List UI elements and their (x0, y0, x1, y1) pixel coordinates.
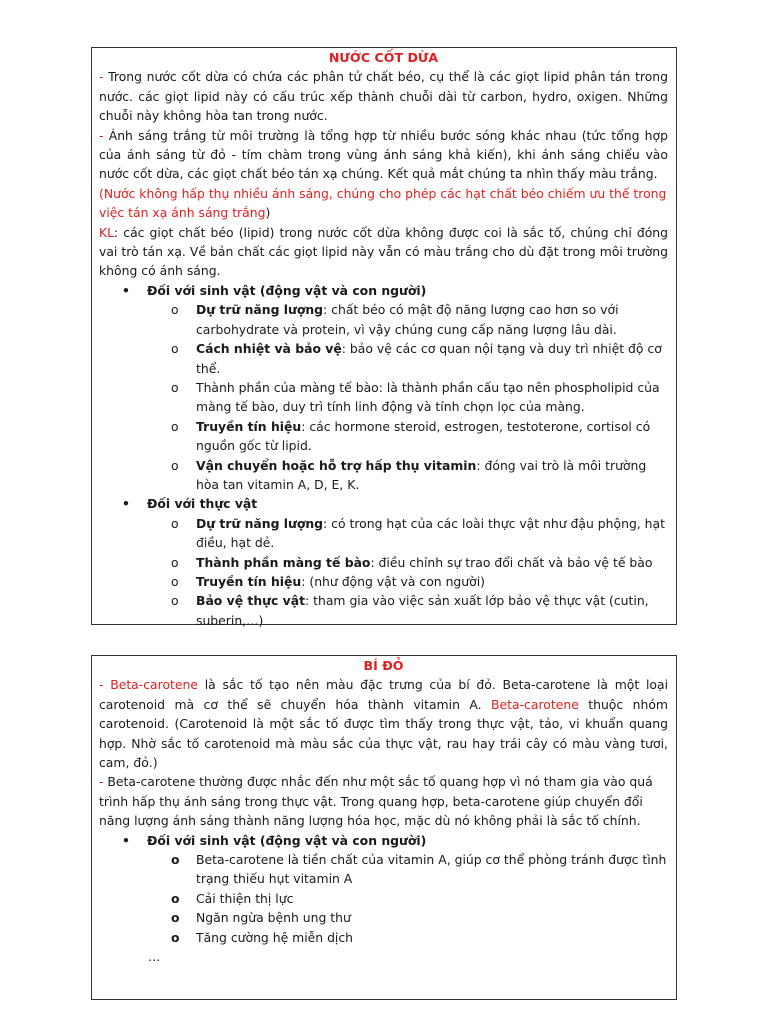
bullet-dot-icon: • (122, 282, 130, 298)
circle-bullet-icon: o (171, 910, 180, 926)
coconut-milk-title: NƯỚC CỐT DỪA (328, 50, 439, 65)
item-text: : có trong hạt của các loài thực vật như đậu phộng, hạt điều, hạt dẻ. (196, 515, 665, 551)
circle-bullet-icon: o (171, 302, 179, 318)
list-item (171, 908, 668, 927)
item-text: Cải thiện thị lực (196, 890, 294, 906)
circle-bullet-icon: o (171, 573, 179, 589)
circle-bullet-icon: o (171, 929, 180, 945)
conclusion-label: KL (99, 224, 115, 240)
item-text: : đóng vai trò là môi trường hòa tan vitamin A, D, E, K. (196, 457, 647, 492)
item-bold: Truyền tín hiệu (196, 573, 302, 589)
item-text: Tăng cường hệ miễn dịch (196, 929, 354, 945)
item-bold: Cách nhiệt và bảo vệ (196, 341, 342, 357)
circle-bullet-icon: o (171, 554, 179, 570)
circle-bullet-icon: o (171, 515, 179, 531)
paragraph-text: Ánh sáng trắng từ môi trường là tổng hợp từ nhiều bước sóng khác nhau (tức tổng hợp của ánh sáng từ đỏ - tím chàm trong vùng ánh sáng khả kiến), khi ánh sáng chiếu vào nước cốt dừa, các giọt chất béo tán xạ chúng. Kết quả mắt chúng ta nhìn thấy màu trắng. (99, 127, 668, 182)
pumpkin-paragraph-2 (99, 772, 668, 830)
dash-marker: - (99, 69, 104, 85)
circle-bullet-icon: o (171, 341, 179, 357)
dash-marker: - (99, 127, 104, 143)
item-text: Thành phần của màng tế bào: là thành phần cấu tạo nên phospholipid của màng tế bào, duy trì tính linh động và tính chọn lọc của màng. (196, 379, 660, 415)
item-bold: Dự trữ năng lượng (196, 302, 324, 318)
circle-bullet-icon: o (171, 457, 179, 473)
circle-bullet-icon: o (171, 852, 180, 868)
bullet-dot-icon: • (122, 496, 130, 512)
item-text: : bảo vệ các cơ quan nội tạng và duy trì nhiệt độ cơ thể. (196, 341, 662, 376)
item-text: : điều chỉnh sự trao đổi chất và bảo vệ tế bào (370, 554, 653, 570)
paragraph-text: là sắc tố tạo nên màu đặc trưng của bí đỏ. Beta-carotene là một loại carotenoid mà cơ thể sẽ chuyển hóa thành vitamin A. (99, 677, 669, 712)
coconut-paragraph-2 (99, 126, 668, 184)
group-heading: Đối với thực vật (147, 496, 258, 512)
item-bold: Truyền tín hiệu (196, 418, 302, 434)
pumpkin-paragraph-1 (99, 675, 668, 772)
list-item (171, 514, 668, 553)
list-item (171, 591, 668, 630)
pumpkin-box (91, 655, 677, 1000)
list-item (171, 339, 668, 378)
sub-list (147, 850, 668, 947)
item-text: Beta-carotene là tiền chất của vitamin A, giúp cơ thể phòng tránh được tình trạng thiếu hụt vitamin A (196, 852, 667, 887)
paragraph-text: thuộc nhóm carotenoid. (Carotenoid là một sắc tố được tìm thấy trong thực vật, tảo, vi khuẩn quang hợp. Nhờ sắc tố carotenoid mà màu sắc của thực vật, rau hay trái cây có màu vàng tươi, cam, đỏ.) (99, 696, 668, 771)
circle-bullet-icon: o (171, 593, 179, 609)
item-bold: Bảo vệ thực vật (196, 593, 306, 609)
item-text: Ngăn ngừa bệnh ung thư (196, 910, 351, 926)
pumpkin-title: BÍ ĐỎ (363, 658, 404, 673)
list-item (171, 417, 668, 456)
item-text: : các hormone steroid, estrogen, testoterone, cortisol có nguồn gốc từ lipid. (196, 418, 651, 454)
bullet-group-plants (119, 494, 668, 630)
list-item (171, 572, 668, 591)
coconut-bullet-list (99, 281, 668, 630)
paragraph-text: Trong nước cốt dừa có chứa các phân tử chất béo, cụ thể là các giọt lipid phân tán trong nước. các giọt lipid này có cấu trúc xếp thành chuỗi dài từ carbon, hydro, oxigen. Những chuỗi này không hòa tan trong nước. (99, 69, 668, 124)
list-item (171, 553, 668, 572)
ellipsis: … (148, 949, 161, 965)
circle-bullet-icon: o (171, 418, 179, 434)
close-paren: ) (265, 205, 271, 221)
paragraph-text: Beta-carotene thường được nhắc đến như một sắc tố quang hợp vì nó tham gia vào quá trình hấp thụ ánh sáng trong thực vật. Trong quang hợp, beta-carotene giúp chuyển đổi năng lượng ánh sáng thành năng lượng hóa học, mặc dù nó không phải là sắc tố chính. (99, 774, 653, 829)
list-item (171, 850, 668, 889)
item-text: : chất béo có mật độ năng lượng cao hơn so với carbohydrate và protein, vì vậy chúng cung cấp năng lượng lâu dài. (196, 302, 619, 337)
coconut-milk-box (91, 47, 677, 628)
item-bold: Dự trữ năng lượng (196, 515, 324, 531)
circle-bullet-icon: o (171, 379, 179, 395)
coconut-paragraph-1 (99, 67, 668, 125)
open-paren: ( (99, 185, 104, 201)
list-item (171, 889, 668, 908)
coconut-conclusion (99, 223, 668, 281)
group-heading: Đối với sinh vật (động vật và con người) (147, 832, 427, 848)
pumpkin-bullet-list (99, 831, 668, 947)
bullet-group-organisms (119, 281, 668, 494)
group-heading: Đối với sinh vật (động vật và con người) (147, 282, 427, 298)
list-item (171, 928, 668, 947)
highlighted-term: Beta-carotene (103, 677, 199, 693)
bullet-group-organisms (119, 831, 668, 947)
item-text: : (như động vật và con người) (301, 573, 485, 589)
list-item (171, 300, 668, 339)
item-bold: Thành phần màng tế bào (196, 554, 371, 570)
item-text: : tham gia vào việc sản xuất lớp bảo vệ thực vật (cutin, suberin,…) (196, 593, 649, 628)
list-item (171, 378, 668, 417)
list-item (171, 456, 668, 495)
sub-list (147, 514, 668, 630)
coconut-paragraph-3 (99, 184, 668, 223)
highlighted-text: Nước không hấp thụ nhiều ánh sáng, chúng cho phép các hạt chất béo chiếm ưu thế trong việc tán xạ ánh sáng trắng (99, 185, 667, 221)
circle-bullet-icon: o (171, 890, 180, 906)
sub-list (147, 300, 668, 494)
paragraph-text: : các giọt chất béo (lipid) trong nước cốt dừa không được coi là sắc tố, chúng chỉ đóng vai trò tán xạ. Về bản chất các giọt lipid này vẫn có màu trắng cho dù đặt trong môi trường không có ánh sáng. (99, 224, 668, 279)
item-bold: Vận chuyển hoặc hỗ trợ hấp thụ vitamin (196, 457, 477, 473)
dash-marker: - (99, 677, 104, 693)
dash-marker: - (99, 774, 104, 790)
highlighted-term: Beta-carotene (491, 696, 579, 712)
bullet-dot-icon: • (122, 832, 130, 848)
